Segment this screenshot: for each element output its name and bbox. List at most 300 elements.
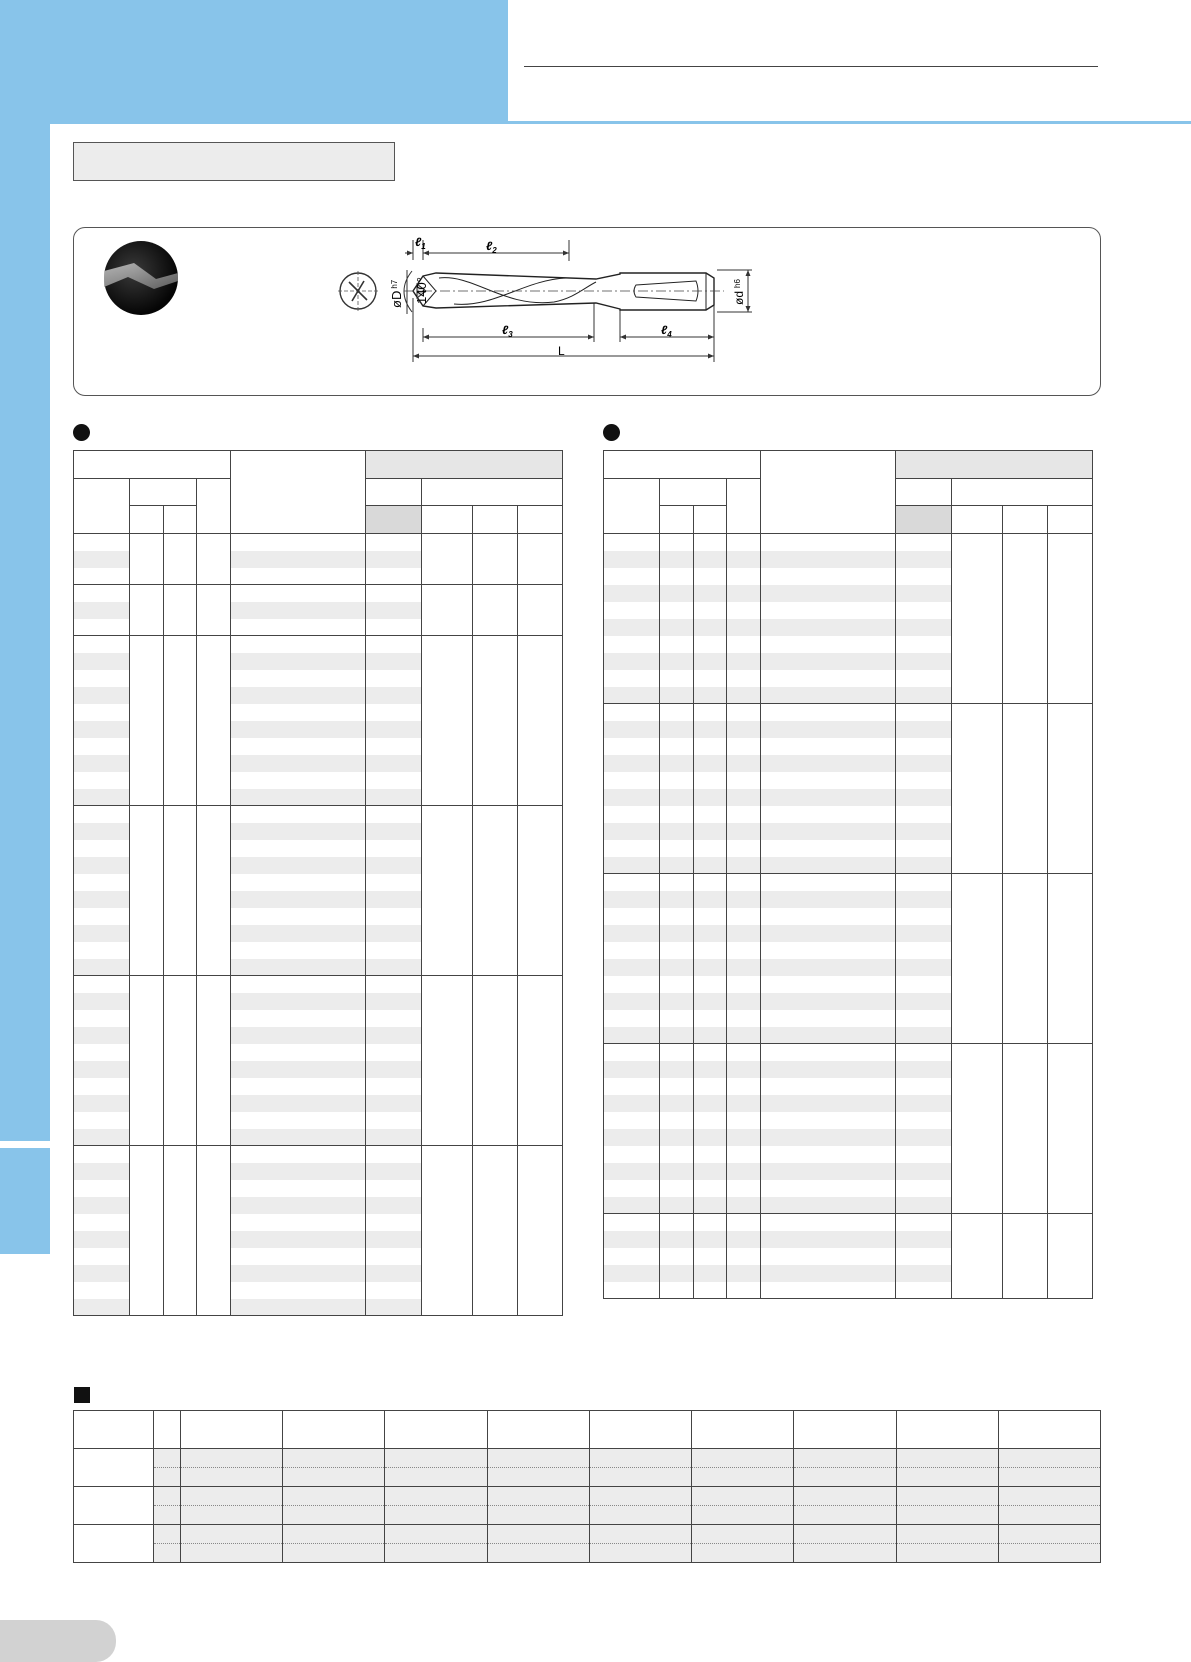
table-cell xyxy=(518,585,563,636)
table-cell xyxy=(154,1525,181,1544)
table-cell xyxy=(727,993,761,1010)
table-cell xyxy=(283,1506,385,1525)
table-cell xyxy=(130,585,164,636)
table-cell xyxy=(604,1061,660,1078)
table-cell xyxy=(604,534,660,551)
table-cell xyxy=(1003,534,1048,704)
table-cell xyxy=(604,687,660,704)
table-cell xyxy=(694,1265,727,1282)
table-cell xyxy=(164,585,197,636)
table-cell xyxy=(660,619,694,636)
table-cell xyxy=(896,1112,952,1129)
table-cell xyxy=(660,636,694,653)
table-cell xyxy=(727,602,761,619)
table-cell xyxy=(231,1248,366,1265)
table-cell xyxy=(604,1112,660,1129)
table-cell xyxy=(589,1468,691,1487)
table-cell xyxy=(727,704,761,721)
table-cell xyxy=(727,942,761,959)
table-cell xyxy=(660,806,694,823)
table-cell xyxy=(231,1231,366,1248)
table-cell xyxy=(761,823,896,840)
table-cell xyxy=(727,874,761,891)
table-cell xyxy=(896,687,952,704)
right-spec-table xyxy=(603,450,1093,1299)
table-cell xyxy=(761,857,896,874)
table-cell xyxy=(74,704,130,721)
table-cell xyxy=(231,721,366,738)
table-cell xyxy=(896,1544,998,1563)
table-cell xyxy=(660,1095,694,1112)
table-cell xyxy=(896,1468,998,1487)
header-cell xyxy=(283,1411,385,1449)
table-cell xyxy=(694,721,727,738)
table-cell xyxy=(518,1146,563,1316)
table-cell xyxy=(231,653,366,670)
table-cell xyxy=(164,534,197,585)
header-cell xyxy=(660,479,727,506)
table-cell xyxy=(1003,1214,1048,1299)
table-cell xyxy=(604,636,660,653)
table-cell xyxy=(727,1282,761,1299)
table-row xyxy=(74,1487,1101,1506)
table-cell xyxy=(660,1010,694,1027)
table-cell xyxy=(896,908,952,925)
table-cell xyxy=(761,976,896,993)
table-cell xyxy=(164,636,197,806)
header-cell xyxy=(952,479,1093,506)
table-cell xyxy=(727,721,761,738)
table-cell xyxy=(660,874,694,891)
table-cell xyxy=(896,1010,952,1027)
table-cell xyxy=(727,551,761,568)
table-cell xyxy=(896,993,952,1010)
table-cell xyxy=(74,1112,130,1129)
table-cell xyxy=(1003,1044,1048,1214)
table-cell xyxy=(761,1146,896,1163)
table-row xyxy=(74,1468,1101,1487)
table-cell xyxy=(422,806,473,976)
table-cell xyxy=(231,891,366,908)
table-cell xyxy=(604,1078,660,1095)
table-cell xyxy=(727,568,761,585)
table-cell xyxy=(604,857,660,874)
table-cell xyxy=(761,959,896,976)
table-row xyxy=(74,1525,1101,1544)
table-cell xyxy=(231,1112,366,1129)
table-cell xyxy=(366,857,422,874)
table-cell xyxy=(366,1010,422,1027)
table-cell xyxy=(604,823,660,840)
table-cell xyxy=(366,823,422,840)
table-cell xyxy=(896,1180,952,1197)
table-cell xyxy=(694,823,727,840)
table-cell xyxy=(660,1044,694,1061)
table-cell xyxy=(366,1078,422,1095)
table-cell xyxy=(604,1282,660,1299)
table-cell xyxy=(164,1146,197,1316)
table-cell xyxy=(952,704,1003,874)
table-cell xyxy=(694,1095,727,1112)
table-cell xyxy=(694,738,727,755)
table-cell xyxy=(74,551,130,568)
table-cell xyxy=(761,1231,896,1248)
label-l1: ℓ$_1$ xyxy=(415,235,426,251)
table-cell xyxy=(761,1248,896,1265)
table-cell xyxy=(231,1078,366,1095)
table-cell xyxy=(197,806,231,976)
table-cell xyxy=(694,806,727,823)
table-row xyxy=(74,976,563,993)
header-cell xyxy=(692,1411,794,1449)
table-cell xyxy=(366,1027,422,1044)
table-cell xyxy=(231,1146,366,1163)
table-cell xyxy=(231,755,366,772)
table-cell xyxy=(998,1487,1100,1506)
table-cell xyxy=(660,891,694,908)
table-cell xyxy=(385,1468,487,1487)
table-cell xyxy=(761,670,896,687)
table-cell xyxy=(694,619,727,636)
table-cell xyxy=(154,1449,181,1468)
table-cell xyxy=(604,551,660,568)
table-cell xyxy=(660,789,694,806)
table-cell xyxy=(366,636,422,653)
table-cell xyxy=(366,1299,422,1316)
table-cell xyxy=(660,738,694,755)
table-cell xyxy=(518,976,563,1146)
table-cell xyxy=(366,1180,422,1197)
table-cell xyxy=(1048,1214,1093,1299)
table-cell xyxy=(896,840,952,857)
label-d: $ød^{h6}$ xyxy=(732,279,746,305)
table-cell xyxy=(283,1544,385,1563)
table-cell xyxy=(761,925,896,942)
table-cell xyxy=(487,1544,589,1563)
header-cell xyxy=(366,451,563,479)
table-cell xyxy=(727,925,761,942)
table-cell xyxy=(694,636,727,653)
table-cell xyxy=(231,619,366,636)
table-cell xyxy=(1048,1044,1093,1214)
table-row xyxy=(604,704,1093,721)
table-cell xyxy=(197,585,231,636)
table-cell xyxy=(896,1265,952,1282)
table-cell xyxy=(231,1044,366,1061)
table-cell xyxy=(231,1163,366,1180)
table-cell xyxy=(74,942,130,959)
table-cell xyxy=(694,670,727,687)
table-cell xyxy=(692,1468,794,1487)
table-cell xyxy=(231,738,366,755)
table-cell xyxy=(74,1180,130,1197)
table-cell xyxy=(761,1010,896,1027)
section-bullet-left xyxy=(73,424,90,441)
table-cell xyxy=(604,1095,660,1112)
table-cell xyxy=(694,687,727,704)
table-cell xyxy=(896,1487,998,1506)
table-cell xyxy=(727,585,761,602)
table-cell xyxy=(896,653,952,670)
table-cell xyxy=(761,772,896,789)
table-cell xyxy=(660,1248,694,1265)
table-cell xyxy=(694,1197,727,1214)
table-cell xyxy=(727,1129,761,1146)
header-cell xyxy=(74,451,231,479)
table-cell xyxy=(231,636,366,653)
table-cell xyxy=(660,602,694,619)
table-cell xyxy=(487,1487,589,1506)
table-cell xyxy=(231,1265,366,1282)
header-cell xyxy=(694,506,727,534)
table-cell xyxy=(761,568,896,585)
table-cell xyxy=(727,1027,761,1044)
header-cell xyxy=(952,506,1003,534)
header-cell xyxy=(366,479,422,506)
table-cell xyxy=(692,1487,794,1506)
table-cell xyxy=(74,891,130,908)
table-cell xyxy=(366,738,422,755)
table-cell xyxy=(896,772,952,789)
table-cell xyxy=(231,959,366,976)
table-cell xyxy=(694,1078,727,1095)
table-cell xyxy=(231,1129,366,1146)
table-cell xyxy=(1003,874,1048,1044)
table-cell xyxy=(660,976,694,993)
table-cell xyxy=(366,721,422,738)
table-cell xyxy=(727,1078,761,1095)
table-cell xyxy=(604,1044,660,1061)
table-cell xyxy=(74,1027,130,1044)
table-cell xyxy=(589,1544,691,1563)
table-cell xyxy=(727,959,761,976)
cross-section-icon xyxy=(338,271,378,311)
table-cell xyxy=(761,704,896,721)
table-cell xyxy=(231,823,366,840)
header-cell xyxy=(896,479,952,506)
table-cell xyxy=(727,789,761,806)
table-cell xyxy=(896,959,952,976)
header-cell xyxy=(727,479,761,534)
table-cell xyxy=(366,755,422,772)
table-cell xyxy=(74,534,130,551)
table-cell xyxy=(366,1265,422,1282)
cutting-conditions-table xyxy=(73,1410,1101,1563)
table-cell xyxy=(694,772,727,789)
table-cell xyxy=(604,942,660,959)
table-cell xyxy=(761,1197,896,1214)
table-cell xyxy=(761,1214,896,1231)
table-cell xyxy=(366,653,422,670)
table-cell xyxy=(660,653,694,670)
table-cell xyxy=(366,959,422,976)
table-cell xyxy=(231,568,366,585)
section-square-bottom xyxy=(74,1387,90,1403)
table-cell xyxy=(694,1010,727,1027)
table-cell xyxy=(589,1487,691,1506)
table-cell xyxy=(74,1214,130,1231)
table-cell xyxy=(385,1487,487,1506)
table-cell xyxy=(761,721,896,738)
table-cell xyxy=(231,1010,366,1027)
table-cell xyxy=(761,1180,896,1197)
table-cell xyxy=(660,687,694,704)
table-cell xyxy=(896,1214,952,1231)
table-cell xyxy=(74,823,130,840)
table-cell xyxy=(896,1129,952,1146)
table-cell xyxy=(74,1248,130,1265)
header-cell xyxy=(896,1411,998,1449)
table-cell xyxy=(761,1061,896,1078)
table-cell xyxy=(694,993,727,1010)
table-cell xyxy=(694,1282,727,1299)
table-cell xyxy=(761,619,896,636)
table-cell xyxy=(660,551,694,568)
table-cell xyxy=(231,1214,366,1231)
table-cell xyxy=(74,1044,130,1061)
table-cell xyxy=(366,602,422,619)
table-cell xyxy=(604,1265,660,1282)
table-cell xyxy=(896,823,952,840)
table-cell xyxy=(74,1299,130,1316)
table-row xyxy=(604,1044,1093,1061)
table-cell xyxy=(231,585,366,602)
table-cell xyxy=(727,857,761,874)
table-cell xyxy=(604,891,660,908)
table-cell xyxy=(694,755,727,772)
table-row xyxy=(74,1449,1101,1468)
table-cell xyxy=(74,806,130,823)
table-cell xyxy=(660,1146,694,1163)
table-cell xyxy=(473,636,518,806)
table-cell xyxy=(366,1112,422,1129)
table-cell xyxy=(694,1061,727,1078)
table-cell xyxy=(727,891,761,908)
table-cell xyxy=(197,1146,231,1316)
table-cell xyxy=(366,1214,422,1231)
table-cell xyxy=(727,1265,761,1282)
table-cell xyxy=(896,602,952,619)
table-cell xyxy=(660,755,694,772)
table-cell xyxy=(130,806,164,976)
table-cell xyxy=(761,1282,896,1299)
table-cell xyxy=(660,1078,694,1095)
table-cell xyxy=(761,636,896,653)
table-cell xyxy=(74,993,130,1010)
table-cell xyxy=(366,1248,422,1265)
table-cell xyxy=(1003,704,1048,874)
table-cell xyxy=(794,1506,896,1525)
table-cell xyxy=(197,976,231,1146)
table-cell xyxy=(794,1544,896,1563)
table-cell xyxy=(727,534,761,551)
table-cell xyxy=(694,908,727,925)
table-cell xyxy=(761,789,896,806)
table-row xyxy=(74,636,563,653)
table-cell xyxy=(74,857,130,874)
table-cell xyxy=(727,908,761,925)
table-cell xyxy=(231,704,366,721)
table-cell xyxy=(604,755,660,772)
table-cell xyxy=(694,1129,727,1146)
table-cell xyxy=(74,602,130,619)
table-row xyxy=(74,534,563,551)
table-cell xyxy=(604,1129,660,1146)
table-cell xyxy=(694,925,727,942)
header-cell xyxy=(181,1411,283,1449)
table-cell xyxy=(896,1282,952,1299)
table-cell xyxy=(896,1449,998,1468)
header-cell xyxy=(487,1411,589,1449)
table-cell xyxy=(660,1214,694,1231)
table-cell xyxy=(74,585,130,602)
table-cell xyxy=(197,534,231,585)
table-cell xyxy=(694,653,727,670)
table-cell xyxy=(366,789,422,806)
table-cell xyxy=(896,1231,952,1248)
table-cell xyxy=(794,1449,896,1468)
table-cell xyxy=(366,891,422,908)
table-cell xyxy=(694,789,727,806)
left-side-bar xyxy=(0,124,50,1141)
table-cell xyxy=(660,721,694,738)
table-cell xyxy=(604,1180,660,1197)
table-cell xyxy=(660,840,694,857)
table-row xyxy=(74,585,563,602)
table-cell xyxy=(604,925,660,942)
table-cell xyxy=(692,1525,794,1544)
table-cell xyxy=(660,1265,694,1282)
table-cell xyxy=(231,840,366,857)
table-cell xyxy=(604,1010,660,1027)
header-cell xyxy=(154,1411,181,1449)
table-cell xyxy=(231,789,366,806)
table-cell xyxy=(694,585,727,602)
label-D: $øD^{h7}$ xyxy=(389,279,404,308)
table-cell xyxy=(181,1449,283,1468)
table-cell xyxy=(604,602,660,619)
table-cell xyxy=(660,1061,694,1078)
table-cell xyxy=(366,534,422,551)
table-cell xyxy=(692,1449,794,1468)
table-cell xyxy=(896,857,952,874)
table-cell xyxy=(181,1487,283,1506)
table-cell xyxy=(422,534,473,585)
table-cell xyxy=(366,908,422,925)
table-cell xyxy=(74,636,130,653)
table-cell xyxy=(366,806,422,823)
table-cell xyxy=(366,976,422,993)
table-cell xyxy=(130,534,164,585)
table-cell xyxy=(231,1197,366,1214)
table-cell xyxy=(761,1095,896,1112)
table-cell xyxy=(231,806,366,823)
table-cell xyxy=(589,1506,691,1525)
table-cell xyxy=(660,1027,694,1044)
table-cell xyxy=(231,602,366,619)
header-cell xyxy=(998,1411,1100,1449)
table-cell xyxy=(761,1027,896,1044)
table-cell xyxy=(660,993,694,1010)
table-row xyxy=(604,874,1093,891)
table-cell xyxy=(1048,874,1093,1044)
table-cell xyxy=(896,755,952,772)
label-l4: ℓ$_4$ xyxy=(661,323,672,339)
section-bullet-right xyxy=(603,424,620,441)
table-cell xyxy=(952,874,1003,1044)
table-cell xyxy=(896,942,952,959)
table-cell xyxy=(727,687,761,704)
